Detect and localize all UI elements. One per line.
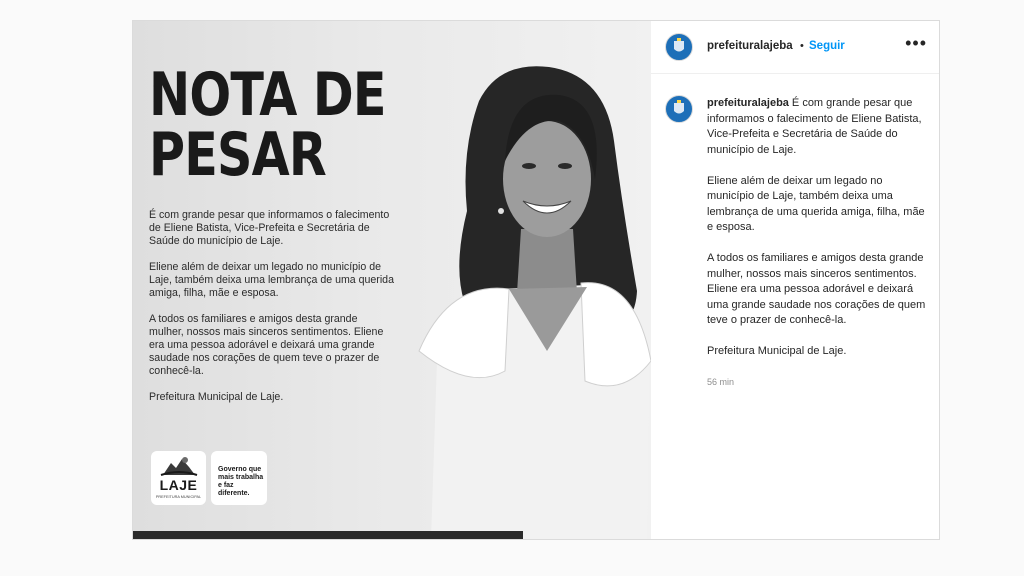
separator-dot: • [800,40,804,52]
instagram-post [132,20,940,540]
coat-of-arms-icon [666,96,692,122]
slogan-text [218,466,264,498]
coat-of-arms-icon [666,34,692,60]
portrait-photo [409,61,651,539]
slogan-line: Governo que [218,466,262,473]
caption-paragraph: Eliene além de deixar um legado no município de Laje, também deixa uma lembrança de uma querida amiga, filha, mãe e esposa. [707,174,925,233]
follow-button[interactable]: Seguir [809,40,845,52]
avatar[interactable] [665,33,693,61]
caption-paragraph: Prefeitura Municipal de Laje. [707,345,847,357]
headline [149,60,395,190]
post-caption [707,96,929,391]
slogan-badge [211,451,267,505]
caption-username[interactable]: prefeituralajeba [707,97,789,109]
post-image[interactable] [133,21,651,539]
image-paragraph: Eliene além de deixar um legado no município de Laje, também deixa uma lembrança de uma querida amiga, filha, mãe e esposa. [149,261,394,299]
avatar[interactable] [665,95,693,123]
post-timestamp[interactable]: 56 min [707,377,735,387]
image-paragraph: A todos os familiares e amigos desta grande mulher, nossos mais sinceros sentimentos. Eliene era uma pessoa adorável e deixará uma grande saudade nos corações de quem teve o prazer de conhecê-la. [149,313,384,377]
laje-logo [151,451,206,505]
caption-paragraph [707,96,929,158]
slogan-line: mais trabalha [218,474,264,481]
image-bottom-bar [133,531,523,539]
laje-logo-subtitle: PREFEITURA MUNICIPAL [155,495,202,499]
headline-line-2: PESAR [149,120,326,190]
image-body-text [149,209,395,417]
more-options-icon[interactable]: ••• [905,33,927,53]
image-paragraph: Prefeitura Municipal de Laje. [149,391,284,403]
header-username[interactable]: prefeituralajeba [707,40,793,52]
image-paragraph: É com grande pesar que informamos o falecimento de Eliene Batista, Vice-Prefeita e Secretária de Saúde do município de Laje. [149,209,390,247]
laje-emblem-icon [159,455,199,477]
slogan-line: e faz diferente. [218,482,250,497]
post-header [651,21,939,74]
caption-paragraph: A todos os familiares e amigos desta grande mulher, nossos mais sinceros sentimentos. Eliene era uma pessoa adorável e deixará uma grande saudade nos corações de quem teve o prazer de conhecê-la. [707,252,926,326]
post-sidebar [651,21,939,539]
laje-logo-name: LAJE [159,477,198,493]
caption-text: É com grande pesar que informamos o falecimento de Eliene Batista, Vice-Prefeita e Secretária de Saúde do município de Laje. [707,97,922,156]
headline-line-1: NOTA DE [149,60,386,130]
